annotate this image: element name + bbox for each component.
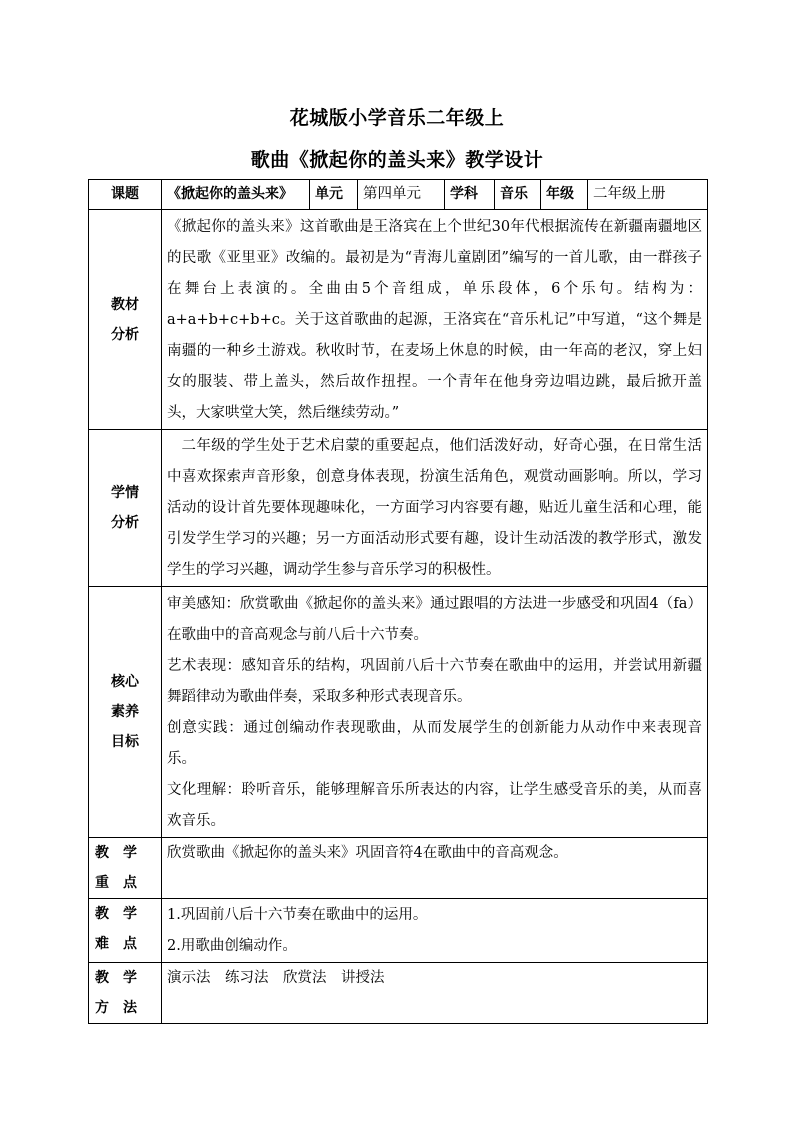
methods-row bbox=[89, 963, 708, 1024]
grade-value: 二年级上册 bbox=[588, 180, 708, 210]
topic-label: 课题 bbox=[89, 180, 162, 210]
key-points-label bbox=[89, 838, 162, 899]
difficulties-label-text: 教学难点 bbox=[95, 906, 151, 952]
core-goals-row bbox=[89, 587, 708, 838]
material-analysis-row bbox=[89, 210, 708, 430]
student-analysis-text: 二年级的学生处于艺术启蒙的重要起点，他们活泼好动，好奇心强，在日常生活中喜欢探索声音形象，创意身体表现，扮演生活角色，观赏动画影响。所以，学习活动的设计首先要体现趣味化，一方面学习内容要有趣，贴近儿童生活和心理，能引发学生学习的兴趣；另一方面活动形式要有趣，设计生动活泼的教学形式，激发学生的学习兴趣，调动学生参与音乐学习的积极性。 bbox=[162, 430, 708, 587]
difficulties-row bbox=[89, 899, 708, 963]
methods-text: 演示法 练习法 欣赏法 讲授法 bbox=[162, 963, 708, 1024]
unit-value: 第四单元 bbox=[358, 180, 445, 210]
key-points-label-text: 教学重点 bbox=[95, 845, 151, 891]
difficulties-content bbox=[162, 899, 708, 963]
student-analysis-row bbox=[89, 430, 708, 587]
subject-value: 音乐 bbox=[495, 180, 541, 210]
lesson-plan-table bbox=[88, 179, 708, 1024]
methods-label bbox=[89, 963, 162, 1024]
core-goals-label: 核心素养目标 bbox=[89, 587, 162, 838]
difficulty-item: 2.用歌曲创编动作。 bbox=[167, 938, 297, 954]
unit-label: 单元 bbox=[310, 180, 358, 210]
key-points-text: 欣赏歌曲《掀起你的盖头来》巩固音符4在歌曲中的音高观念。 bbox=[162, 838, 708, 899]
core-goals-content bbox=[162, 587, 708, 838]
page-title: 花城版小学音乐二年级上 bbox=[289, 107, 505, 129]
key-points-row bbox=[89, 838, 708, 899]
difficulty-item: 1.巩固前八后十六节奏在歌曲中的运用。 bbox=[167, 907, 428, 923]
grade-label: 年级 bbox=[541, 180, 588, 210]
subject-label: 学科 bbox=[445, 180, 495, 210]
page-subtitle: 歌曲《掀起你的盖头来》教学设计 bbox=[250, 149, 544, 171]
material-analysis-text: 《掀起你的盖头来》这首歌曲是王洛宾在上个世纪30年代根据流传在新疆南疆地区的民歌《亚里亚》改编的。最初是为“青海儿童剧团”编写的一首儿歌，由一群孩子在舞台上表演的。全曲由5个音组成，单乐段体，6个乐句。结构为：a+a+b+c+b+c。关于这首歌曲的起源，王洛宾在“音乐札记”中写道，“这个舞是南疆的一种乡土游戏。秋收时节，在麦场上休息的时候，由一年高的老汉，穿上妇女的服装、带上盖头，然后故作扭捏。一个青年在他身旁边唱边跳，最后掀开盖头，大家哄堂大笑，然后继续劳动。” bbox=[162, 210, 708, 430]
methods-label-text: 教学方法 bbox=[95, 970, 151, 1016]
difficulties-label bbox=[89, 899, 162, 963]
material-analysis-label: 教材分析 bbox=[89, 210, 162, 430]
goal-aesthetic: 审美感知：欣赏歌曲《掀起你的盖头来》通过跟唱的方法进一步感受和巩固4（fa）在歌曲中的音高观念与前八后十六节奏。 bbox=[167, 596, 702, 643]
goal-creative: 创意实践：通过创编动作表现歌曲，从而发展学生的创新能力从动作中来表现音乐。 bbox=[167, 720, 702, 767]
info-row bbox=[89, 180, 708, 210]
topic-value: 《掀起你的盖头来》 bbox=[162, 180, 310, 210]
goal-culture: 文化理解：聆听音乐，能够理解音乐所表达的内容，让学生感受音乐的美，从而喜欢音乐。 bbox=[167, 782, 702, 829]
student-analysis-label: 学情分析 bbox=[89, 430, 162, 587]
goal-expression: 艺术表现：感知音乐的结构，巩固前八后十六节奏在歌曲中的运用，并尝试用新疆舞蹈律动为歌曲伴奏，采取多种形式表现音乐。 bbox=[167, 658, 702, 705]
